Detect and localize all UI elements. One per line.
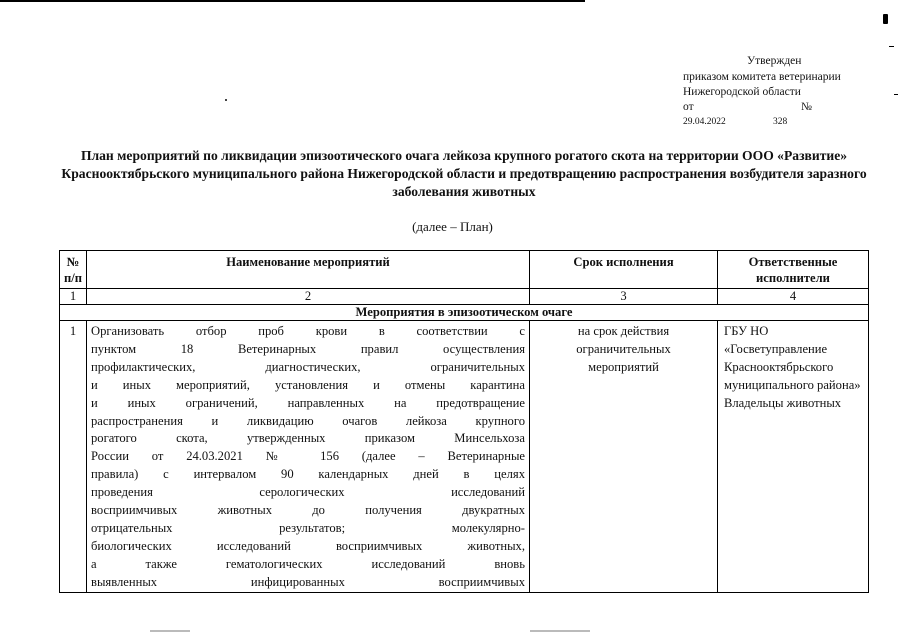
approval-title: Утвержден xyxy=(747,55,802,67)
text-line: рогатого скота, утвержденных приказом Минсельхоза xyxy=(91,431,525,446)
header-resp-line: Ответственные xyxy=(748,255,838,269)
column-numbers-row xyxy=(60,289,869,305)
text-line: правила) с интервалом 90 календарных дней в целях xyxy=(91,467,525,482)
header-term: Срок исполнения xyxy=(530,251,718,289)
scan-artifact xyxy=(150,630,190,632)
text-line: биологических исследований восприимчивых животных, xyxy=(91,538,525,553)
approval-line: приказом комитета ветеринарии xyxy=(683,70,841,83)
header-num-line: № xyxy=(66,255,80,269)
scan-mark xyxy=(883,14,888,24)
row-term xyxy=(530,321,718,593)
approval-number: 328 xyxy=(773,116,788,127)
row-text xyxy=(87,321,530,593)
approval-number-label: № xyxy=(801,100,812,113)
text-line: и иных ограничений, направленных на предотвращение xyxy=(91,395,525,410)
approval-date: 29.04.2022 xyxy=(683,116,726,127)
text-line: профилактических, диагностических, ограничительных xyxy=(91,359,525,374)
section-title: Мероприятия в эпизоотическом очаге xyxy=(60,305,869,321)
resp-line: Краснооктябрьского xyxy=(724,359,834,374)
top-rule xyxy=(0,0,585,2)
section-row xyxy=(60,305,869,321)
approval-from-label: от xyxy=(683,100,694,113)
column-number: 3 xyxy=(530,289,718,305)
text-line: распространения и ликвидацию очагов лейкоза крупного xyxy=(91,413,525,428)
approval-date-number-values xyxy=(683,115,883,130)
term-line: мероприятий xyxy=(588,359,659,374)
approval-line: Нижегородской области xyxy=(683,85,801,98)
column-number: 2 xyxy=(87,289,530,305)
scan-artifact xyxy=(530,630,590,632)
plan-title: План мероприятий по ликвидации эпизоотического очага лейкоза крупного рогатого скота на территории ООО «Развитие» Краснооктябрьского муниципального района Нижегородской области и предотвращению распространения возбудителя заразного заболевания животных xyxy=(61,148,867,199)
term-line: ограничительных xyxy=(576,341,671,356)
header-num xyxy=(60,251,87,289)
resp-line: Владельцы животных xyxy=(724,395,842,410)
table-header-row xyxy=(60,251,869,289)
text-line: выявленных инфицированных восприимчивых xyxy=(91,574,525,589)
header-num-line: п/п xyxy=(63,271,82,285)
approval-block xyxy=(683,54,883,130)
text-line: Организовать отбор проб крови в соответствии с xyxy=(91,324,525,338)
term-line: на срок действия xyxy=(577,324,670,338)
scan-mark xyxy=(889,46,894,47)
text-line: России от 24.03.2021 № 156 (далее – Ветеринарные xyxy=(91,449,525,464)
text-line: и иных мероприятий, установления и отмены карантина xyxy=(91,377,525,392)
resp-line: ГБУ НО «Госветуправление xyxy=(724,324,828,356)
text-line: а также гематологических исследований вновь xyxy=(91,556,525,571)
text-line: отрицательных результатов; молекулярно- xyxy=(91,520,525,535)
table-row xyxy=(60,321,869,593)
header-name: Наименование мероприятий xyxy=(87,251,530,289)
scan-mark xyxy=(894,94,898,95)
column-number: 1 xyxy=(60,289,87,305)
plan-subtitle: (далее – План) xyxy=(412,219,493,234)
text-line: восприимчивых животных до получения двукратных xyxy=(91,503,525,518)
header-resp-line: исполнители xyxy=(756,271,830,285)
resp-line: муниципального района» xyxy=(724,377,861,392)
column-number: 4 xyxy=(718,289,869,305)
row-number: 1 xyxy=(60,321,87,593)
scan-speck xyxy=(225,99,227,101)
header-responsible xyxy=(718,251,869,289)
text-line: пунктом 18 Ветеринарных правил осуществления xyxy=(91,341,525,356)
plan-table xyxy=(59,250,869,593)
row-responsible xyxy=(718,321,869,593)
approval-date-number-labels xyxy=(683,100,883,115)
text-line: проведения серологических исследований xyxy=(91,485,525,500)
